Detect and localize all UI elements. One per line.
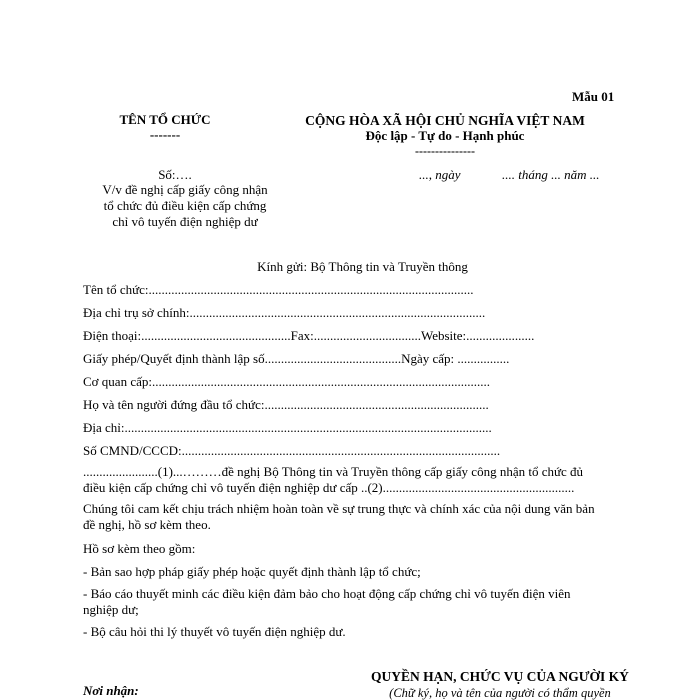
attachment-item: - Bản sao hợp pháp giấy phép hoặc quyết định thành lập tổ chức; bbox=[83, 564, 421, 579]
org-underline: ------- bbox=[149, 127, 181, 142]
field-license: Giấy phép/Quyết định thành lập số..........................................Ngày cấp: ................ bbox=[83, 351, 510, 366]
attachment-item: - Báo cáo thuyết minh các điều kiện đảm bảo cho hoạt động cấp chứng chỉ vô tuyến điện viên nghiệp dư; bbox=[83, 586, 571, 617]
attachment-item: - Bộ câu hỏi thi lý thuyết vô tuyến điện nghiệp dư. bbox=[83, 624, 346, 639]
field-phone-fax-website: Điện thoại:..............................................Fax:.................................Website:..................... bbox=[83, 328, 535, 343]
field-issuer: Cơ quan cấp:........................................................................................................ bbox=[83, 374, 490, 389]
attachments-heading: Hồ sơ kèm theo gồm: bbox=[83, 541, 196, 556]
field-org-name: Tên tổ chức:.................................................................................................... bbox=[83, 282, 474, 297]
subject-line-2: tổ chức đủ điều kiện cấp chứng bbox=[103, 198, 267, 213]
field-head-name: Họ và tên người đứng đầu tổ chức:..................................................................... bbox=[83, 397, 489, 412]
signer-note: (Chữ ký, họ và tên của người có thẩm quyền bbox=[389, 686, 611, 700]
document-number: Số:…. bbox=[158, 167, 192, 182]
commitment-paragraph: Chúng tôi cam kết chịu trách nhiệm hoàn toàn về sự trung thực và chính xác của nội dung văn bản đề nghị, hồ sơ kèm theo. bbox=[83, 501, 595, 532]
request-line-1: .......................(1)...………đề nghị Bộ Thông tin và Truyền thông cấp giấy công nhận tổ chức đủ bbox=[83, 464, 584, 479]
receivers-label: Nơi nhận: bbox=[83, 683, 139, 698]
signer-title: QUYỀN HẠN, CHỨC VỤ CỦA NGƯỜI KÝ bbox=[371, 669, 629, 684]
field-address: Địa chỉ:................................................................................................................. bbox=[83, 420, 492, 435]
recipient: Kính gửi: Bộ Thông tin và Truyền thông bbox=[257, 259, 468, 274]
subject-line-1: V/v đề nghị cấp giấy công nhận bbox=[102, 182, 268, 197]
field-head-office: Địa chỉ trụ sở chính:........................................................................................... bbox=[83, 305, 486, 320]
motto: Độc lập - Tự do - Hạnh phúc bbox=[365, 128, 525, 143]
motto-underline: --------------- bbox=[415, 144, 475, 158]
form-number: Mẫu 01 bbox=[572, 89, 615, 104]
country-name: CỘNG HÒA XÃ HỘI CHỦ NGHĨA VIỆT NAM bbox=[305, 113, 585, 128]
subject-line-3: chỉ vô tuyến điện nghiệp dư bbox=[112, 214, 258, 229]
month-year: .... tháng ... năm ... bbox=[502, 167, 600, 182]
field-id-number: Số CMND/CCCD:.................................................................................................. bbox=[83, 443, 501, 458]
request-line-2: điều kiện cấp chứng chỉ vô tuyến điện nghiệp dư cấp ..(2)........................................................... bbox=[83, 480, 575, 495]
org-name: TÊN TỔ CHỨC bbox=[119, 112, 211, 127]
place-date: ..., ngày bbox=[419, 167, 461, 182]
